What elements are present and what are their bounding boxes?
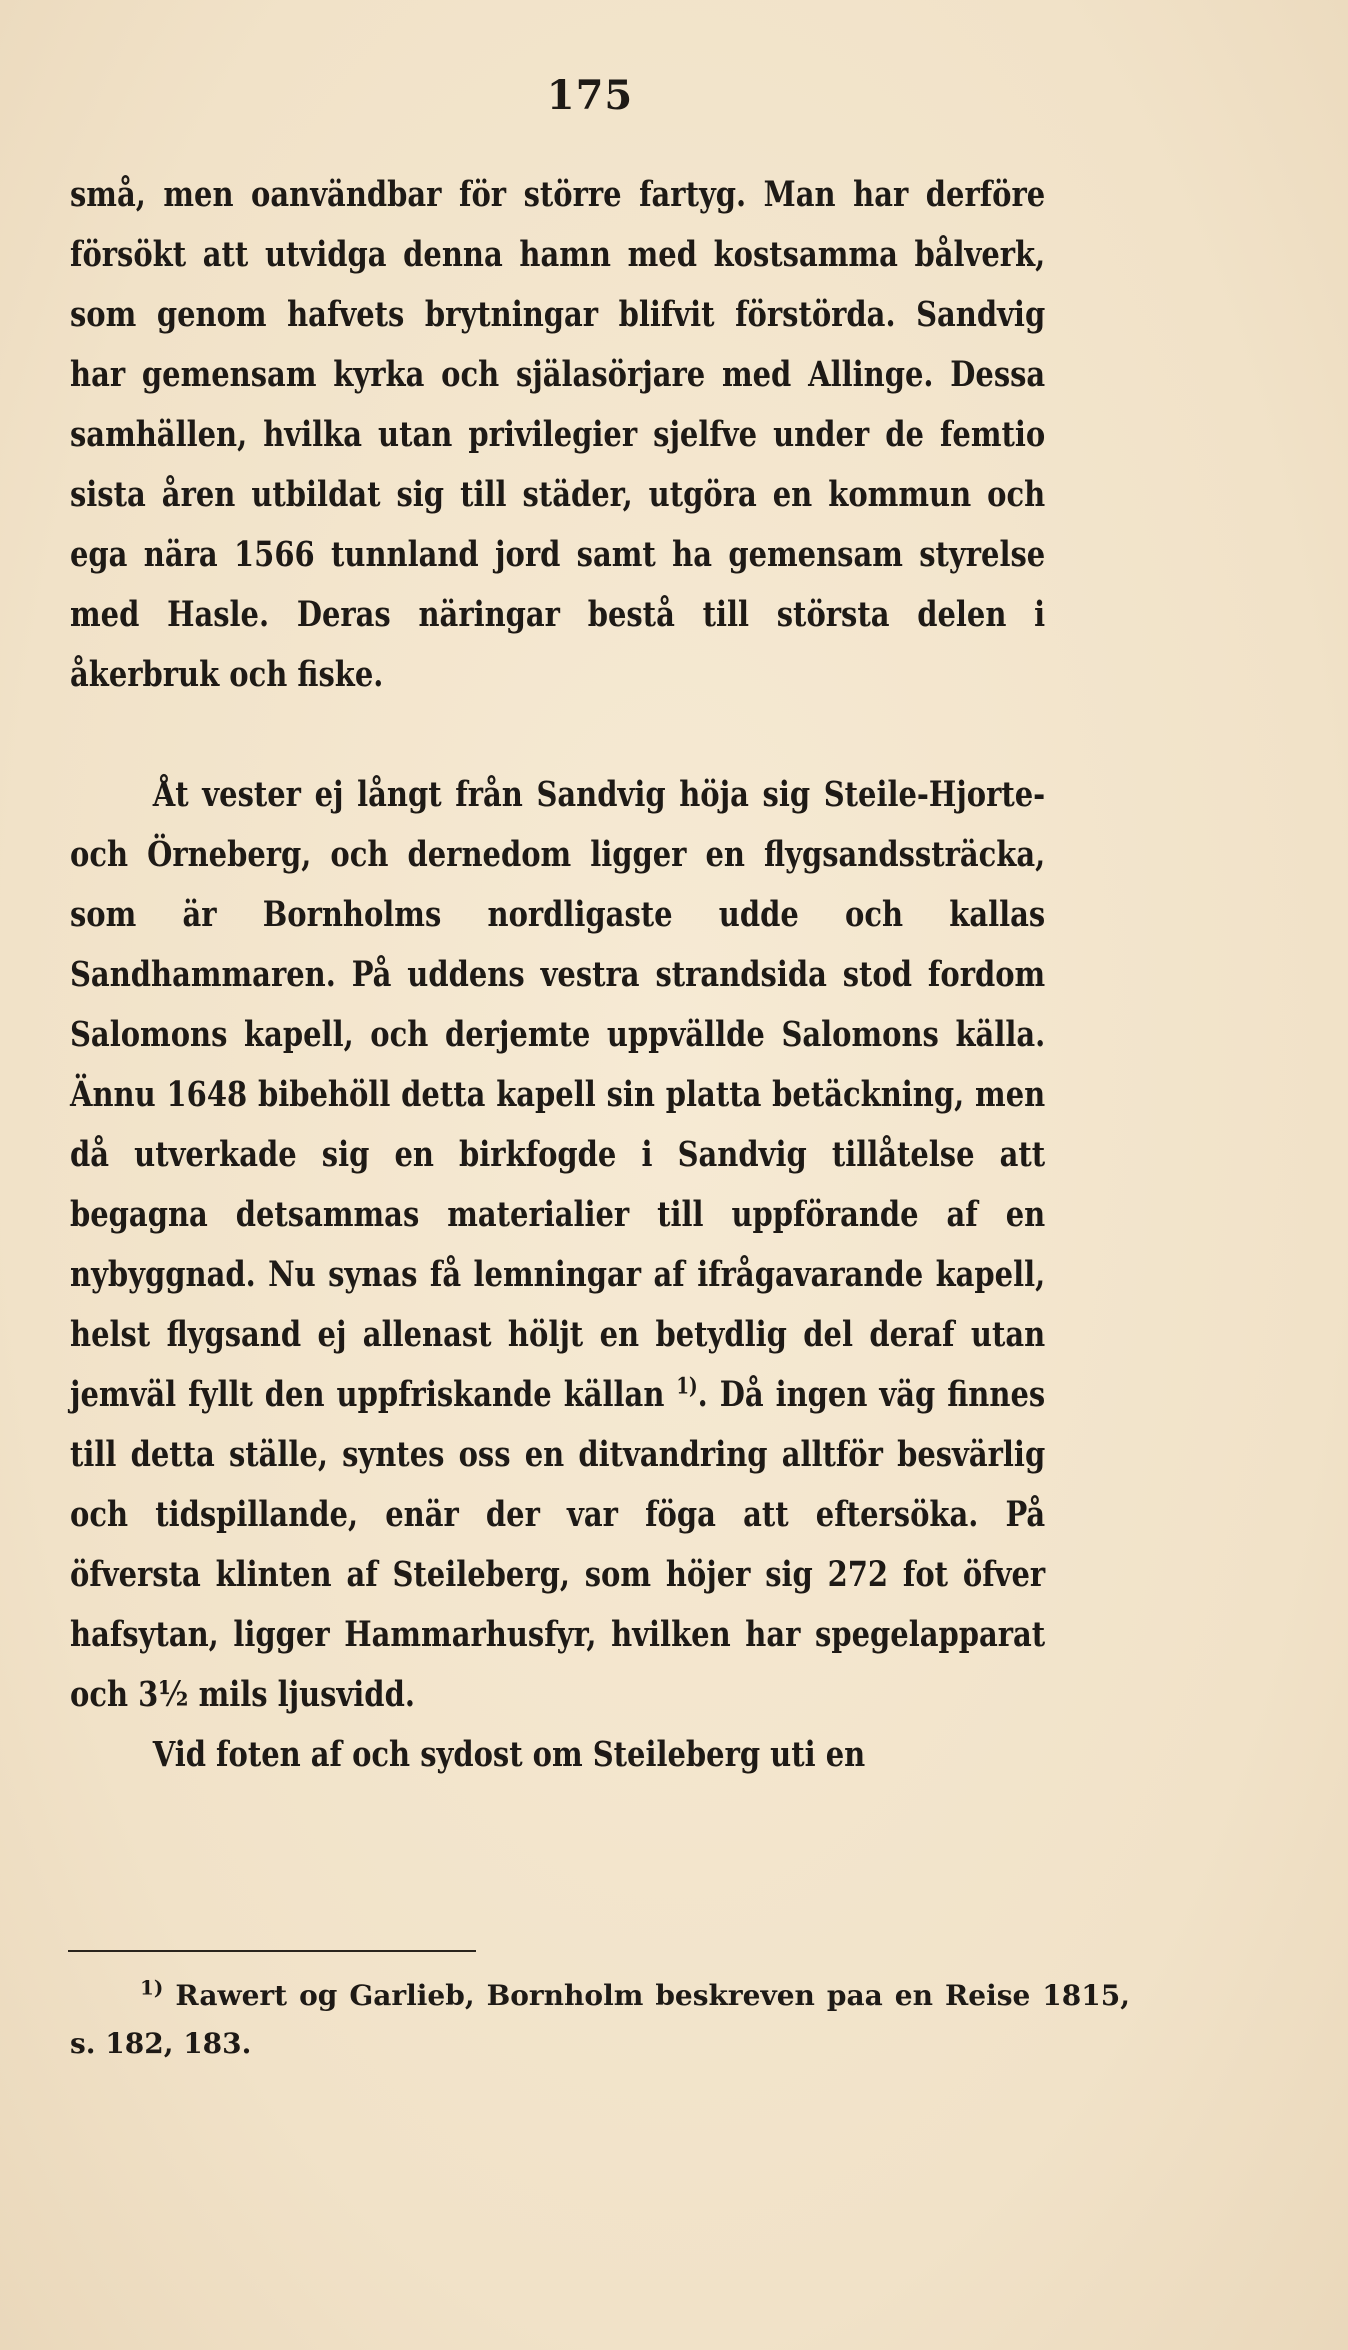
paragraph-2-continuation: Då ingen väg finnes till detta ställe, syntes oss en ditvandring alltför besvärlig och tidspillande, enär der var föga att eftersöka. På öfversta klinten af Steileberg, som höjer sig 272 fot öfver hafsytan, ligger Hammarhusfyr, hvilken har spegelapparat och 3½ mils ljusvidd. (70, 1374, 1046, 1715)
footnote-mark: 1) (140, 1975, 164, 2000)
footnote (70, 1972, 1130, 2068)
page-number: 175 (546, 72, 634, 119)
paragraph-2-text: Åt vester ej långt från Sandvig höja sig Steile-Hjorte- och Örneberg, och dernedom ligger en flygsandssträcka, som är Bornholms nordligaste udde och kallas Sandhammaren. På uddens vestra strandsida stod fordom Salomons kapell, och derjemte uppvällde Salomons källa. Ännu 1648 bibehöll detta kapell sin platta betäckning, men då utverkade sig en birkfogde i Sandvig tillåtelse att begagna detsammas materialier till uppförande af en nybyggnad. Nu synas få lemningar af ifrågavarande kapell, helst flygsand ej allenast höljt en betydlig del deraf utan jemväl fyllt den uppfriskande källan (70, 774, 1046, 1415)
footnote-entry (70, 1972, 1130, 2068)
paragraph-3: Vid foten af och sydost om Steileberg uti en (152, 1734, 866, 1775)
footnote-text: Rawert og Garlieb, Bornholm beskreven paa en Reise 1815, s. 182, 183. (70, 1979, 1130, 2060)
paragraph-1: små, men oanvändbar för större fartyg. Man har derföre försökt att utvidga denna hamn med kostsamma bålverk, som genom hafvets brytningar blifvit förstörda. Sandvig har gemensam kyrka och själasörjare med Allinge. Dessa samhällen, hvilka utan privilegier sjelfve under de femtio sista åren utbildat sig till städer, utgöra en kommun och ega nära 1566 tunnland jord samt ha gemensam styrelse med Hasle. Deras näringar bestå till största delen i åkerbruk och fiske. (70, 174, 1046, 695)
footnote-reference: 1) (676, 1373, 698, 1400)
body-text (70, 165, 1045, 1785)
paragraph-2: Åt vester ej långt från Sandvig höja sig Steile-Hjorte- och Örneberg, och dernedom ligger en flygsandssträcka, som är Bornholms nordligaste udde och kallas Sandhammaren. På uddens vestra strandsida stod fordom Salomons kapell, och derjemte uppvällde Salomons källa. Ännu 1648 bibehöll detta kapell sin platta betäckning, men då utverkade sig en birkfogde i Sandvig tillåtelse att begagna detsammas materialier till uppförande af en nybyggnad. Nu synas få lemningar af ifrågavarande kapell, helst flygsand ej allenast höljt en betydlig del deraf utan jemväl fyllt den uppfriskande källan $^{1)}$. Då ingen väg finnes till detta ställe, syntes oss en ditvandring alltför besvärlig och tidspillande, enär der var föga att eftersöka. På öfversta klinten af Steileberg, som höjer sig 272 fot öfver hafsytan, ligger Hammarhusfyr, hvilken har spegelapparat och 3½ mils ljusvidd. (70, 774, 1046, 1715)
footnote-divider (68, 1950, 476, 1952)
